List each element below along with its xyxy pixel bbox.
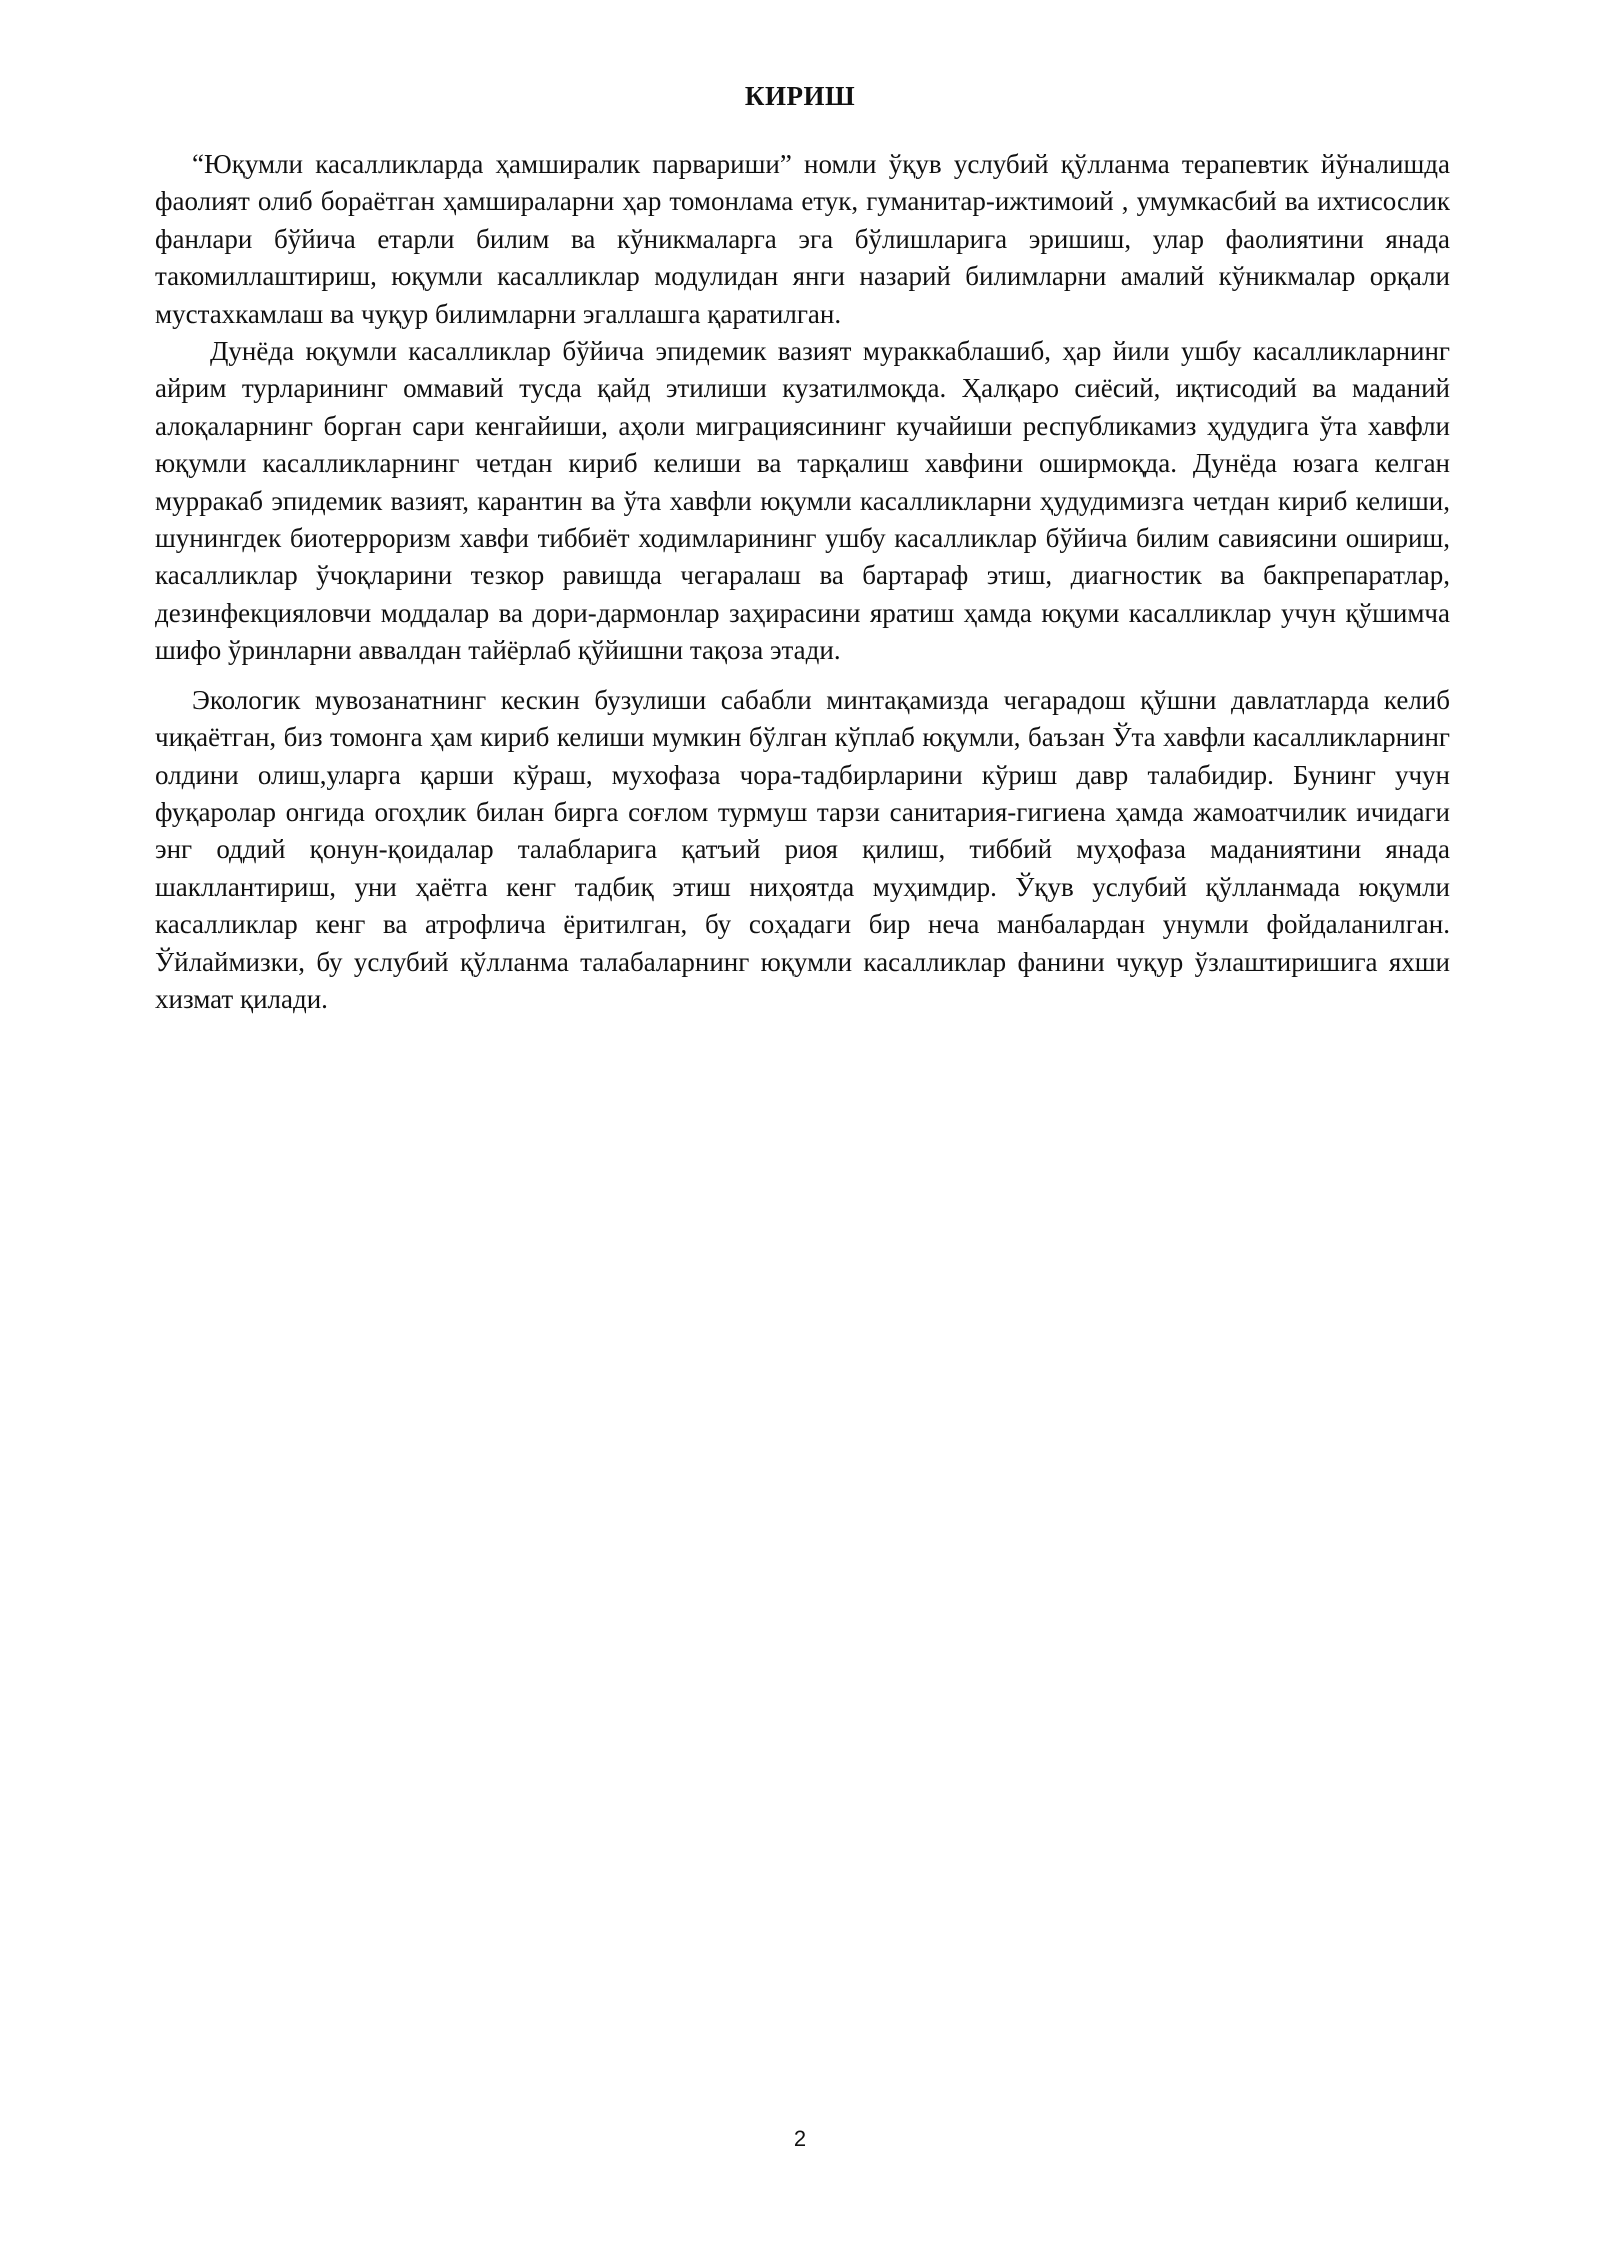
paragraph-1: “Юқумли касалликларда ҳамширалик парвариши” номли ўқув услубий қўлланма терапевтик йўналишда фаолият олиб бораётган ҳамшираларни ҳар томонлама етук, гуманитар-ижтимоий , умумкасбий ва ихтисослик фанлари бўйича етарли билим ва кўникмаларга эга бўлишларига эришиш, улар фаолиятини янада такомиллаштириш, юқумли касалликлар модулидан янги назарий билимларни амалий кўникмалар орқали мустахкамлаш ва чуқур билимларни эгаллашга қаратилган. xyxy=(155,149,1450,329)
paragraph-2: Дунёда юқумли касалликлар бўйича эпидемик вазият мураккаблашиб, ҳар йили ушбу касалликларнинг айрим турларининг оммавий тусда қайд этилиши кузатилмоқда. Ҳалқаро сиёсий, иқтисодий ва маданий алоқаларнинг борган сари кенгайиши, аҳоли миграциясининг кучайиши республикамиз ҳудудига ўта хавфли юқумли касалликларнинг четдан кириб келиши ва тарқалиш хавфини оширмоқда. Дунёда юзага келган мурракаб эпидемик вазият, карантин ва ўта хавфли юқумли касалликларни ҳудудимизга четдан кириб келиши, шунингдек биотерроризм хавфи тиббиёт ходимларининг ушбу касалликлар бўйича билим савиясини ошириш, касалликлар ўчоқларини тезкор равишда чегаралаш ва бартараф этиш, диагностик ва бакпрепаратлар, дезинфекцияловчи моддалар ва дори-дармонлар заҳирасини яратиш ҳамда юқуми касалликлар учун қўшимча шифо ўринларни аввалдан тайёрлаб қўйишни тақоза этади. xyxy=(155,336,1450,666)
page-number: 2 xyxy=(793,2126,807,2151)
paragraph-3: Экологик мувозанатнинг кескин бузулиши сабабли минтақамизда чегарадош қўшни давлатларда келиб чиқаётган, биз томонга ҳам кириб келиши мумкин бўлган кўплаб юқумли, баъзан Ўта хавфли касалликларнинг олдини олиш,уларга қарши кўраш, мухофаза чора-тадбирларини кўриш давр талабидир. Бунинг учун фуқаролар онгида огоҳлик билан бирга соғлом турмуш тарзи санитария-гигиена ҳамда жамоатчилик ичидаги энг оддий қонун-қоидалар талабларига қатъий риоя қилиш, тиббий муҳофаза маданиятини янада шакллантириш, уни ҳаётга кенг тадбиқ этиш ниҳоятда муҳимдир. Ўқув услубий қўлланмада юқумли касалликлар кенг ва атрофлича ёритилган, бу соҳадаги бир неча манбалардан унумли фойдаланилган. Ўйлаймизки, бу услубий қўлланма талабаларнинг юқумли касалликлар фанини чуқур ўзлаштиришига яхши хизмат қилади. xyxy=(155,684,1450,1014)
document-body xyxy=(155,146,1450,1018)
page-title: КИРИШ xyxy=(744,81,856,111)
